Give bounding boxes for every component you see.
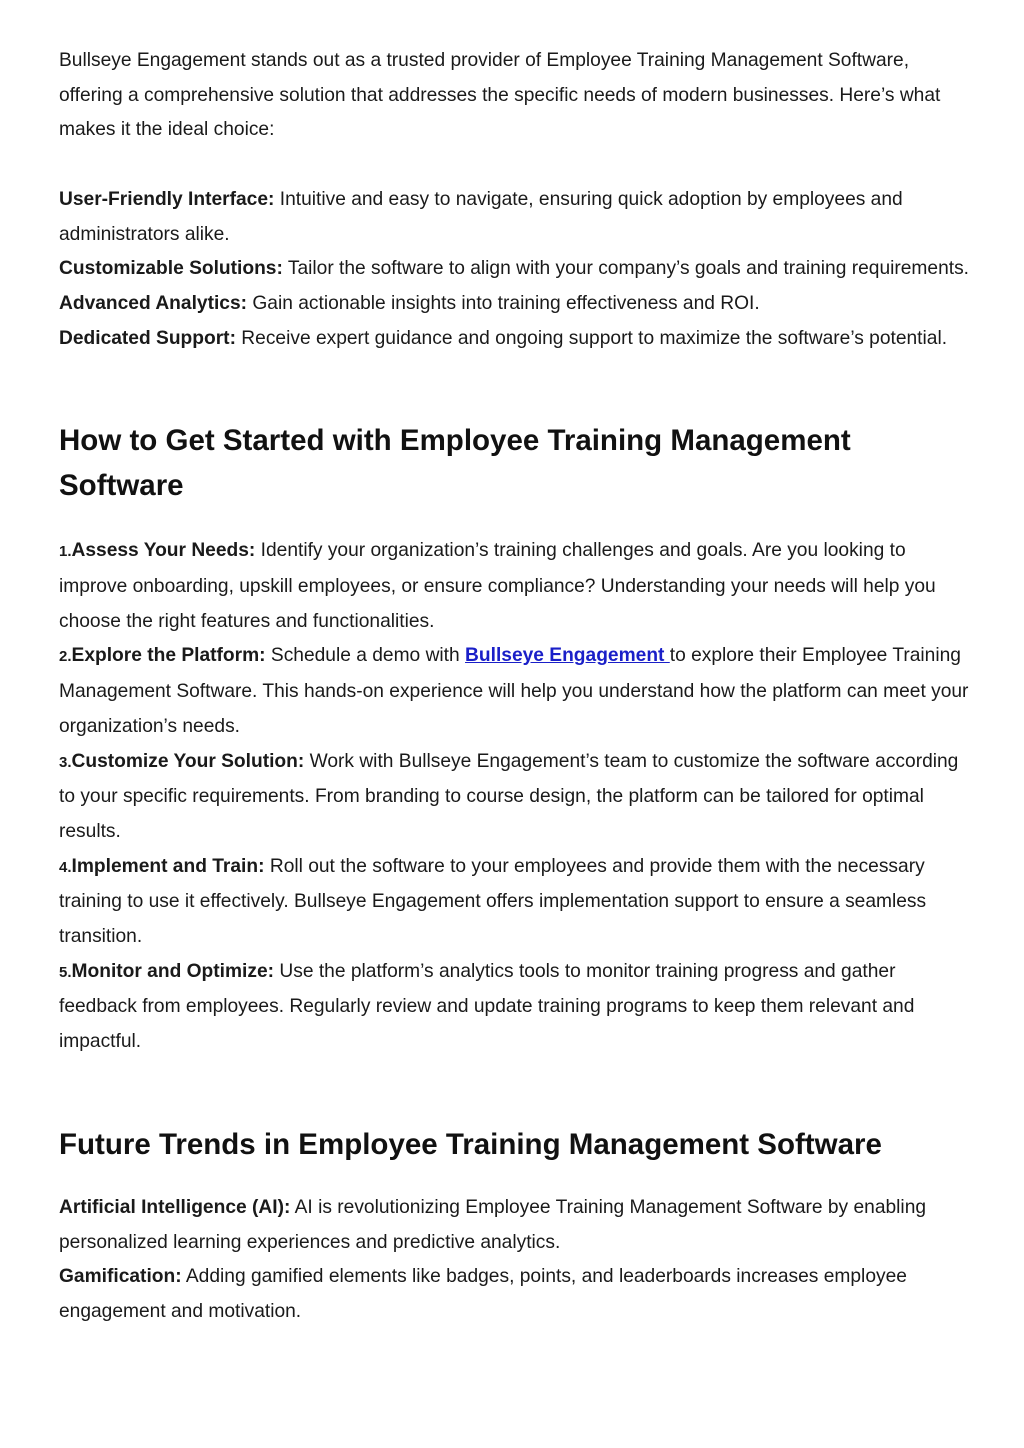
features-list [59,183,969,357]
step-item [59,955,969,1060]
trend-label: Artificial Intelligence (AI): [59,1196,291,1218]
intro-paragraph: Bullseye Engagement stands out as a trusted provider of Employee Training Management Software, offering a comprehensive solution that addresses the specific needs of modern businesses. Here’s what makes it the ideal choice: [59,50,941,141]
step-item [59,745,969,850]
step-label: Explore the Platform: [71,645,266,667]
step-text: to explore their Employee Training Management Software. This hands-on experience will help you understand how the platform can meet your organization’s needs. [59,645,969,737]
feature-item [59,287,969,322]
feature-item [59,322,969,357]
trend-item [59,1191,969,1260]
feature-label: Dedicated Support: [59,327,236,349]
step-label: Assess Your Needs: [71,540,256,562]
steps-list [59,534,969,1060]
trends-heading: Future Trends in Employee Training Management Software [59,1127,882,1161]
trends-list [59,1191,969,1330]
trend-text: Adding gamified elements like badges, points, and leaderboards increases employee engagement and motivation. [59,1266,907,1322]
step-text: Use the platform’s analytics tools to monitor training progress and gather feedback from employees. Regularly review and update training programs to keep them relevant and impactful. [59,960,915,1053]
trend-text: AI is revolutionizing Employee Training Management Software by enabling personalized learning experiences and predictive analytics. [59,1196,927,1253]
feature-item [59,183,969,252]
step-number: 4. [59,858,72,876]
step-text: Roll out the software to your employees and provide them with the necessary training to use it effectively. Bullseye Engagement offers implementation support to ensure a seamless transition. [59,855,927,948]
feature-text: Tailor the software to align with your company’s goals and training requirements. [282,258,970,280]
step-label: Monitor and Optimize: [71,960,275,982]
feature-label: User-Friendly Interface: [59,188,275,210]
step-label: Implement and Train: [71,855,265,877]
step-item [59,639,969,744]
feature-text: Gain actionable insights into training effectiveness and ROI. [247,292,760,314]
step-item [59,534,969,639]
document-page [59,44,969,1330]
step-label: Customize Your Solution: [71,750,305,772]
trend-label: Gamification: [59,1266,182,1288]
feature-item [59,252,969,287]
get-started-heading: How to Get Started with Employee Training Management Software [59,424,851,503]
feature-text: Intuitive and easy to navigate, ensuring quick adoption by employees and administrators alike. [59,188,903,245]
bullseye-engagement-link[interactable]: Bullseye Engagement [465,645,670,667]
step-text: Work with Bullseye Engagement’s team to customize the software according to your specific requirements. From branding to course design, the platform can be tailored for optimal results. [59,750,959,842]
step-text: Schedule a demo with [265,645,466,667]
feature-label: Advanced Analytics: [59,292,248,314]
step-number: 5. [59,963,72,981]
trend-item [59,1260,969,1329]
step-item [59,850,969,955]
step-number: 3. [59,753,72,771]
step-number: 2. [59,648,72,666]
feature-text: Receive expert guidance and ongoing support to maximize the software’s potential. [235,327,948,349]
step-number: 1. [59,543,72,561]
step-text: Identify your organization’s training challenges and goals. Are you looking to improve onboarding, upskill employees, or ensure compliance? Understanding your needs will help you choose the right features and functionalities. [59,540,936,632]
feature-label: Customizable Solutions: [59,258,283,280]
